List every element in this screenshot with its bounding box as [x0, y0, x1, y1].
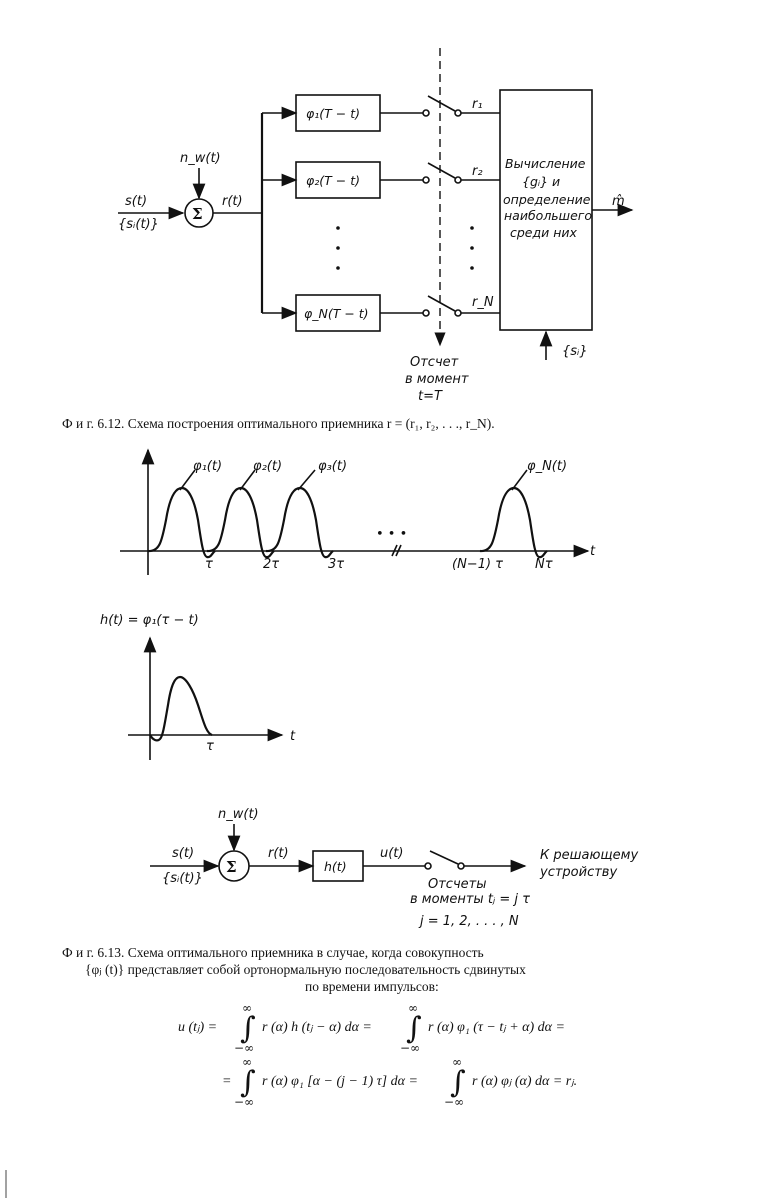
summer-symbol-2: Σ: [226, 858, 237, 876]
filter-label-1: φ₁(T − t): [306, 106, 360, 121]
pulse-phi-n: [480, 488, 547, 557]
fig-6-12-diagram: [118, 48, 632, 404]
input-set-label-2: {sᵢ(t)}: [162, 871, 203, 886]
eq2-int1: r (α) φ₁ [α − (j − 1) τ] dα =: [262, 1074, 418, 1089]
switch-output-n: r_N: [472, 295, 494, 310]
svg-text:∞: ∞: [452, 1055, 462, 1069]
equation-line-2: [222, 1055, 577, 1109]
tick-tau: τ: [205, 557, 213, 572]
output-label: m̂: [612, 194, 625, 209]
sample-times-2: в моменты tⱼ = j τ: [410, 892, 530, 907]
svg-text:−∞: −∞: [444, 1095, 465, 1109]
fig-6-13-caption-3: по времени импульсов:: [305, 979, 439, 994]
received-label: r(t): [222, 194, 243, 209]
switch-output-1: r₁: [472, 97, 483, 112]
svg-text:−∞: −∞: [234, 1095, 255, 1109]
switch-contact-b: [458, 863, 464, 869]
switch-arm-2: [430, 851, 458, 864]
sample-label-2: в момент: [405, 372, 469, 387]
compute-line-2: {gᵢ} и: [522, 174, 561, 189]
sample-label-1: Отсчет: [410, 355, 459, 370]
integral-sign-1: ∫: [240, 1011, 256, 1046]
eq2-lhs: =: [222, 1074, 232, 1089]
svg-text:∞: ∞: [242, 1055, 252, 1069]
integral-sign-4: ∫: [450, 1065, 466, 1100]
tick-ntau: Nτ: [535, 557, 553, 572]
input-signal-label-2: s(t): [172, 846, 195, 861]
compute-line-1: Вычисление: [505, 156, 586, 171]
integral-sign-3: ∫: [240, 1065, 256, 1100]
sample-times-1: Отсчеты: [428, 877, 487, 892]
noise-label-2: n_w(t): [218, 807, 259, 822]
tick-n-1-tau: (N−1) τ: [452, 557, 503, 572]
svg-text:∞: ∞: [242, 1001, 252, 1015]
destination-line-2: устройству: [540, 865, 618, 880]
pulse-phi-1: [148, 488, 215, 557]
compute-line-5: среди них: [510, 225, 577, 240]
h-filter-label: h(t): [324, 859, 347, 874]
input-signal-label: s(t): [125, 194, 148, 209]
pulse-label-2: φ₂(t): [253, 459, 283, 474]
impulse-response-plot: [100, 613, 296, 760]
fig-6-13-diagram: [150, 807, 638, 929]
noise-label: n_w(t): [180, 151, 221, 166]
impulse-tick-tau: τ: [206, 739, 214, 754]
compute-line-4: наибольшего: [504, 208, 593, 223]
switch-2: [423, 163, 500, 183]
output-label-2: u(t): [380, 846, 404, 861]
pulse-label-n: φ_N(t): [527, 459, 568, 474]
tick-2tau: 2τ: [263, 557, 280, 572]
fig-6-13-caption-1: Ф и г. 6.13. Схема оптимального приемника в случае, когда совокупность: [62, 945, 484, 960]
pulse-train-plot: [120, 450, 596, 575]
sample-label-3: t=T: [418, 389, 442, 404]
pulse-dots: • • •: [376, 527, 408, 542]
impulse-title: h(t) = φ₁(τ − t): [100, 613, 199, 628]
pulse-phi-3: [266, 488, 333, 557]
eq1-lhs: u (tⱼ) =: [178, 1020, 218, 1035]
fig-6-13-caption-2: {φⱼ (t)} представляет собой ортонормальную последовательность сдвинутых: [85, 962, 526, 977]
svg-text:−∞: −∞: [234, 1041, 255, 1055]
pulse-axis-label: t: [590, 544, 596, 559]
eq1-int1: r (α) h (tⱼ − α) dα =: [262, 1020, 372, 1035]
impulse-axis-label: t: [290, 729, 296, 744]
equation-line-1: [178, 1001, 565, 1055]
tick-3tau: 3τ: [328, 557, 345, 572]
integral-sign-2: ∫: [406, 1011, 422, 1046]
pulse-label-3: φ₃(t): [318, 459, 348, 474]
summer-symbol: Σ: [192, 205, 203, 223]
bottom-input-label: {sᵢ}: [562, 344, 588, 359]
received-label-2: r(t): [268, 846, 289, 861]
pulse-label-1: φ₁(t): [193, 459, 223, 474]
impulse-curve: [150, 677, 212, 740]
input-set-label: {sᵢ(t)}: [118, 217, 159, 232]
fig-6-12-caption: Ф и г. 6.12. Схема построения оптимального приемника r = (r₁, r₂, . . ., r_N).: [62, 416, 495, 431]
sample-times-3: j = 1, 2, . . . , N: [420, 914, 519, 929]
svg-text:−∞: −∞: [400, 1041, 421, 1055]
pulse-phi-2: [207, 488, 274, 557]
compute-line-3: определение: [503, 192, 591, 207]
destination-line-1: К решающему: [540, 848, 639, 863]
eq2-int2: r (α) φⱼ (α) dα = rⱼ.: [472, 1074, 578, 1089]
svg-text:∞: ∞: [408, 1001, 418, 1015]
filter-label-n: φ_N(T − t): [304, 306, 369, 321]
eq1-int2: r (α) φ₁ (τ − tⱼ + α) dα =: [428, 1020, 565, 1035]
switch-1: [423, 96, 500, 116]
switch-output-2: r₂: [472, 164, 483, 179]
filter-label-2: φ₂(T − t): [306, 173, 360, 188]
switch-contact-a: [425, 863, 431, 869]
